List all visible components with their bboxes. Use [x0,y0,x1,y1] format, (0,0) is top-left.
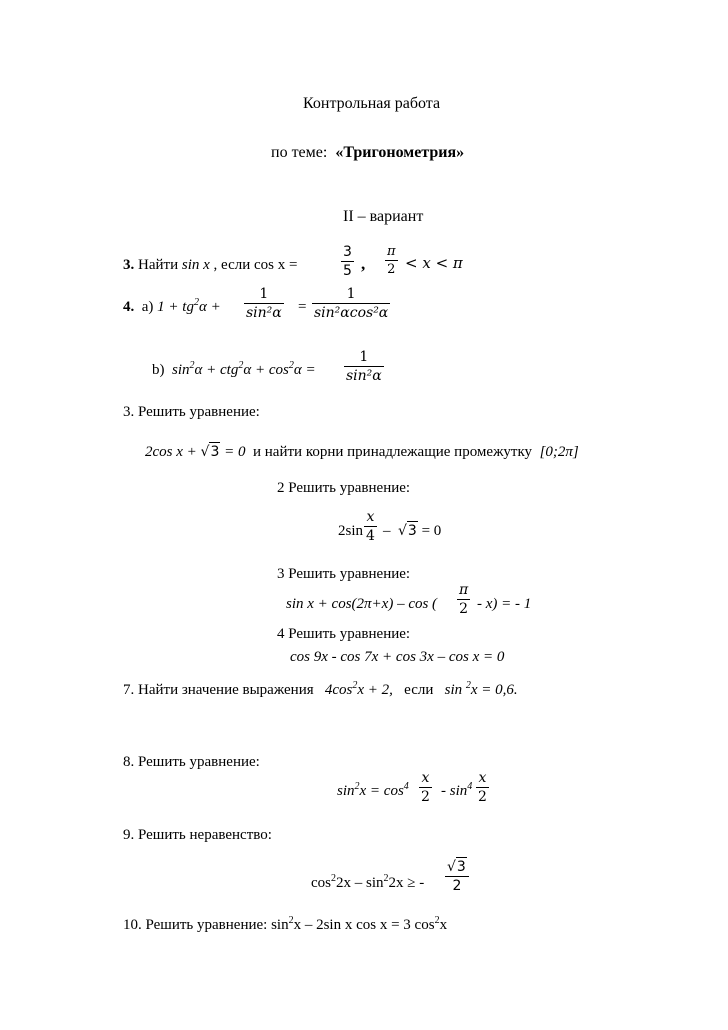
task-12: 10. Решить уравнение: $\sin^2x - 2\sin$ x cos x = 3 $\cos^2x$ [123,915,448,933]
task-10-heading: 8. Решить уравнение: [123,754,260,770]
task-text: и найти корни принадлежащие промежутку [253,444,533,460]
topic-prefix: по теме: [271,144,328,161]
task-expr: sin x [181,257,210,273]
fraction-pi-2-b [457,583,470,616]
task-11-heading: 9. Решить неравенство: [123,827,272,843]
fraction-1-sin2 [244,287,284,320]
task-4a [123,297,221,315]
fraction-pi-2 [385,245,398,276]
task-7-eq-pre: sin x + cos(2π+x) – cos ( [286,596,438,612]
task-4b [152,360,316,378]
expression: $4\cos^2x + 2$, [324,680,393,698]
topic-line [271,145,464,161]
task-11-inequality: $\cos^22x - \sin^22x$ ≥ - [311,873,425,891]
fraction-den: 5 [343,263,352,279]
fraction-den: sin²α [346,368,382,384]
fraction-den: 2 [421,789,430,805]
task-10-eq-mid: - $\sin^4$ [441,781,473,799]
topic-title: «Тригонометрия» [335,144,465,161]
task-expr: $1 + tg^2\alpha$ + [157,297,221,315]
fraction-den: 2 [452,878,462,894]
fraction-den: sin²αcos²α [314,305,389,321]
fraction-num: √3 [445,860,469,877]
task-6-eq-post [383,524,441,539]
task-number: 4. [123,299,135,315]
task-7-heading: 3 Решить уравнение: [277,566,411,582]
part-label: b) [152,362,165,378]
fraction-num: π [459,582,469,598]
fraction-sqrt3-2 [445,860,469,893]
fraction-num: 1 [244,287,284,304]
minus-sign: – [383,523,391,539]
comma: , [361,254,366,273]
task-cond: , если cos x = [213,257,298,273]
fraction-num: 1 [344,350,384,367]
fraction-1-sin2-b [344,350,384,383]
task-5-heading: 3. Решить уравнение: [123,404,260,420]
task-9 [123,680,518,698]
fraction-den: 2 [387,262,396,277]
task-3 [123,258,297,273]
fraction-num: x [364,510,377,527]
fraction-x-4 [364,510,377,543]
fraction-num: x [419,771,432,788]
fraction-den: 4 [366,528,375,544]
condition: sin $^2$x = 0,6. [444,680,518,698]
task-expr: $\sin^2\alpha + ctg^2\alpha + \cos^2\alpha$ = [172,360,316,378]
interval: [0;2π] [539,444,579,460]
task-8-heading: 4 Решить уравнение: [277,626,411,642]
equation-part: = 0 [224,444,246,460]
fraction-x-2-a [419,771,432,804]
task-10-eq-pre: $\sin^2x = \cos^4$ [337,781,409,799]
fraction-den: sin²α [246,305,282,321]
task-text: Найти [138,257,179,273]
fraction-1-sin2cos2 [312,287,390,320]
task-6-eq-pre: 2sin [338,523,364,539]
part-label: а) [141,299,154,315]
sqrt-3: √3 [200,444,220,460]
page-title: Контрольная работа [303,95,441,112]
task-text: если [404,682,434,698]
inequality: < x < π [405,254,463,272]
task-7-eq-post: - x) = - 1 [477,596,532,612]
equation-part: 2cos x + [145,444,197,460]
task-5-equation [145,445,579,460]
fraction-3-5 [341,245,354,278]
fraction-den: 2 [478,789,487,805]
equals-sign: = [298,299,307,315]
fraction-num: x [476,771,489,788]
task-8-equation: cos 9x - cos 7x + cos 3x – cos x = 0 [290,649,505,665]
equation-part: = 0 [421,523,442,539]
fraction-x-2-b [476,771,489,804]
fraction-num: π [387,244,396,259]
task-number: 3. [123,257,135,273]
task-6-heading: 2 Решить уравнение: [277,480,411,496]
fraction-num: 3 [343,244,352,260]
sqrt-3: √3 [398,523,417,539]
fraction-num: 1 [312,287,390,304]
task-text: 7. Найти значение выражения [123,682,314,698]
variant-label: II – вариант [343,208,424,225]
fraction-den: 2 [459,601,469,617]
